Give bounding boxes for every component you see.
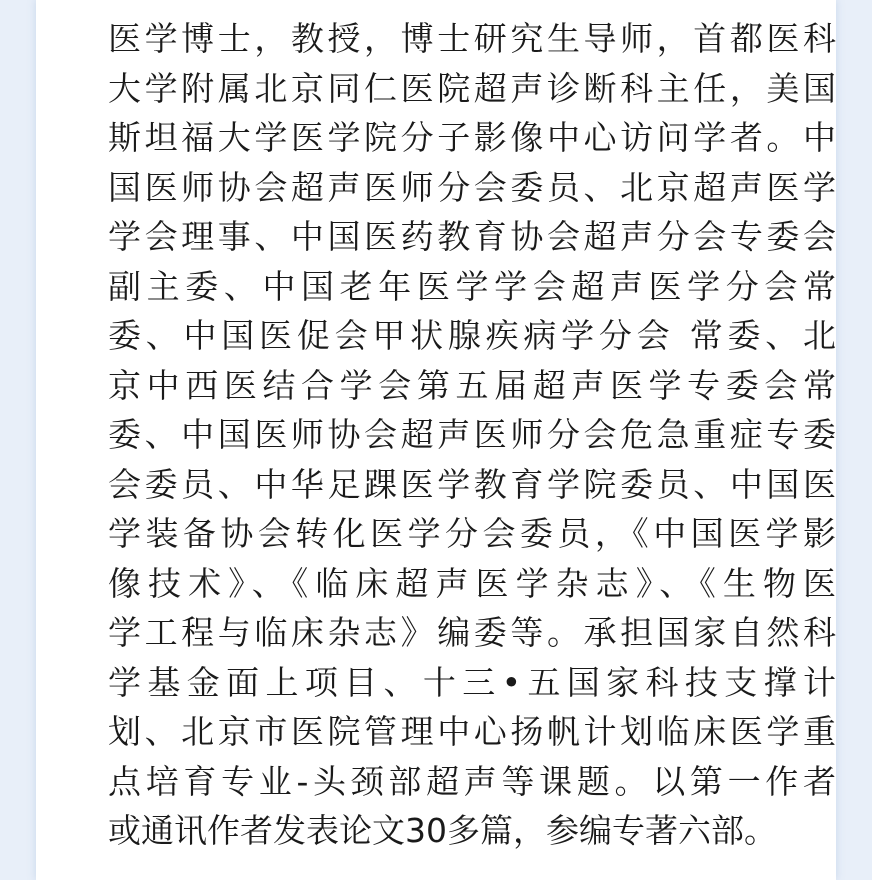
bio-line: 大学附属北京同仁医院超声诊断科主任，美国	[108, 68, 836, 108]
bio-line: 委、中国医促会甲状腺疾病学分会 常委、北	[108, 316, 836, 355]
bio-line: 副主委、中国老年医学学会超声医学分会常	[108, 266, 836, 306]
page-background-right	[836, 0, 872, 880]
bio-line: 点培育专业-头颈部超声等课题。以第一作者	[108, 761, 836, 801]
bio-line: 学基金面上项目、十三•五国家科技支撑计	[108, 662, 836, 702]
bio-line: 学会理事、中国医药教育协会超声分会专委会	[108, 217, 836, 256]
bio-line: 划、北京市医院管理中心扬帆计划临床医学重	[108, 712, 836, 751]
bio-line: 会委员、中华足踝医学教育学院委员、中国医	[108, 464, 836, 504]
bio-card	[36, 0, 836, 880]
bio-line: 医学博士，教授，博士研究生导师，首都医科	[108, 19, 836, 58]
bio-line: 学装备协会转化医学分会委员，《中国医学影	[108, 514, 836, 553]
bio-line: 像技术》、《临床超声医学杂志》、《生物医	[108, 563, 836, 603]
bio-line: 国医师协会超声医师分会委员、北京超声医学	[108, 167, 836, 207]
bio-line: 斯坦福大学医学院分子影像中心访问学者。中	[108, 118, 836, 157]
bio-line: 或通讯作者发表论文30多篇，参编专著六部。	[108, 811, 777, 850]
bio-line: 委、中国医师协会超声医师分会危急重症专委	[108, 415, 836, 454]
bio-line: 京中西医结合学会第五届超声医学专委会常	[108, 365, 836, 405]
page-background-left	[0, 0, 36, 880]
bio-line: 学工程与临床杂志》编委等。承担国家自然科	[108, 613, 836, 652]
bio-text	[108, 14, 836, 856]
